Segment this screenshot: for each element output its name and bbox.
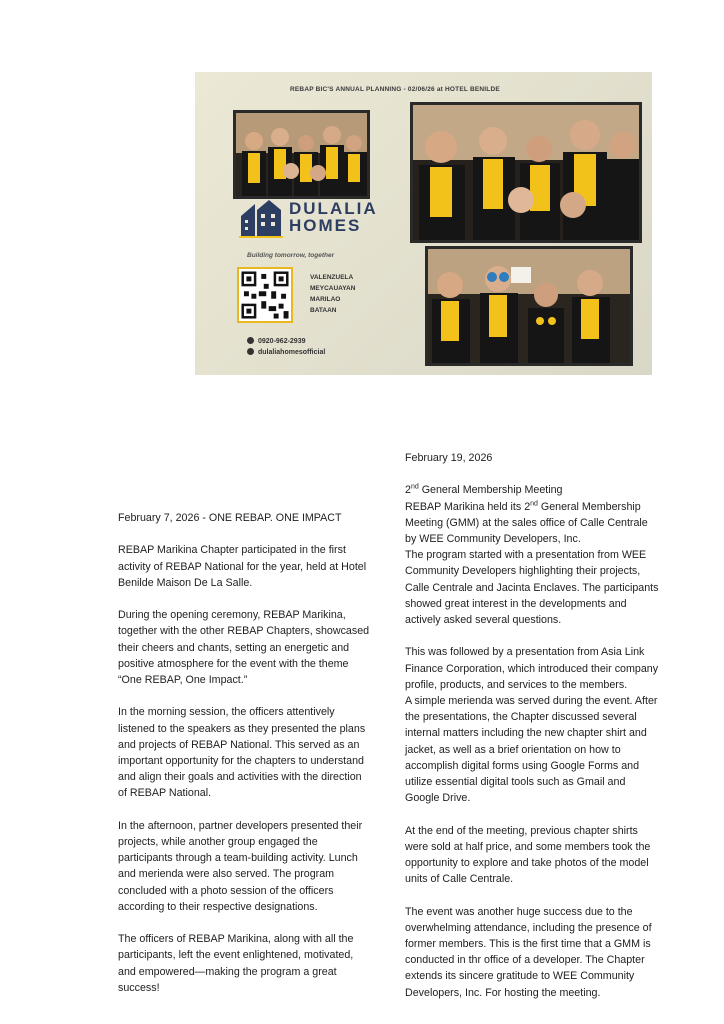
text-line: former members. This is the first time that a GMM is bbox=[405, 938, 651, 951]
photobooth-frame-large bbox=[410, 102, 642, 243]
qr-code-icon bbox=[239, 269, 291, 321]
text-line: units of Calle Centrale. bbox=[405, 873, 514, 886]
logo-tagline: Building tomorrow, together bbox=[247, 252, 335, 259]
text-line: The event was another huge success due to the bbox=[405, 905, 633, 918]
text-line: A simple merienda was served during the event. After bbox=[405, 695, 658, 708]
group-photo-illustration bbox=[236, 113, 367, 196]
text-line: actively asked several questions. bbox=[405, 614, 562, 627]
text-line: Google Drive. bbox=[405, 792, 471, 805]
intro-text: General Membership bbox=[537, 500, 641, 513]
article-heading bbox=[405, 482, 705, 498]
article-one-rebap bbox=[118, 510, 388, 996]
person-figure bbox=[607, 132, 639, 240]
text-line: important opportunity for the chapters to understand bbox=[118, 755, 364, 767]
text-line: In the afternoon, partner developers presented their bbox=[118, 819, 363, 832]
facebook-icon bbox=[247, 348, 254, 355]
text-line: opportunity to explore and take photos of the model bbox=[405, 857, 649, 870]
event-photo bbox=[195, 72, 652, 375]
text-line: projects, while another group engaged the bbox=[118, 836, 318, 848]
phone-number: 0920-962-2939 bbox=[258, 338, 306, 345]
ordinal-number: 2 bbox=[405, 484, 411, 497]
text-line: overwhelming attendance, including the presence of bbox=[405, 921, 652, 934]
text-line: participants, left the event enlightened, motivated, bbox=[118, 949, 354, 962]
text-line: extends its sincere gratitude to WEE Community bbox=[405, 970, 635, 983]
text-line: Community Developers highlighting their projects, bbox=[405, 565, 641, 578]
text-line: the presentations, the Chapter discussed several bbox=[405, 711, 637, 724]
text-line: Finance Corporation, which introduced their company bbox=[405, 662, 659, 675]
text-line: profile, products, and services to the members. bbox=[405, 678, 628, 691]
text-line: positive atmosphere for the event with the theme bbox=[118, 657, 349, 670]
text-line: The officers of REBAP Marikina, along with all the bbox=[118, 933, 354, 946]
text-line: Developers, Inc. For hosting the meeting. bbox=[405, 986, 601, 999]
text-line: REBAP Marikina Chapter participated in the first bbox=[118, 544, 346, 557]
person-figure bbox=[320, 126, 344, 196]
text-line: Meeting (GMM) at the sales office of Calle Centrale bbox=[405, 516, 648, 529]
text-line: At the end of the meeting, previous chapter shirts bbox=[405, 824, 638, 837]
location-item: MEYCAUAYAN bbox=[310, 285, 356, 292]
contact-phone bbox=[247, 336, 325, 347]
article-heading: February 7, 2026 - ONE REBAP. ONE IMPACT bbox=[118, 512, 342, 524]
text-line: together with the other REBAP Chapters, showcased bbox=[118, 625, 370, 638]
social-handle: dulaliahomesofficial bbox=[258, 349, 326, 356]
text-line: were sold at half price, and some members took the bbox=[405, 840, 651, 853]
text-line: In the morning session, the officers attentively bbox=[118, 706, 335, 719]
text-line: accomplish digital forms using Google Forms and bbox=[405, 759, 640, 772]
text-line: During the opening ceremony, REBAP Marikina, bbox=[118, 609, 346, 622]
house-building-icon bbox=[237, 198, 285, 238]
text-line: by WEE Community Developers, Inc. bbox=[405, 533, 581, 545]
contact-social bbox=[247, 347, 325, 358]
text-line: Benilde Maison De La Salle. bbox=[118, 576, 253, 589]
text-line: “One REBAP, One Impact.” bbox=[118, 674, 248, 686]
ordinal-suffix: nd bbox=[410, 483, 419, 491]
heading-text: General Membership Meeting bbox=[418, 484, 563, 497]
group-photo-illustration bbox=[413, 105, 639, 240]
text-line: and merienda were also served. The program bbox=[118, 868, 335, 881]
text-line: conducted in thr office of a developer. The Chapter bbox=[405, 954, 645, 967]
photobooth-frame-bottom bbox=[425, 246, 633, 366]
text-line: jacket, as well as a brief orientation on how to bbox=[405, 743, 621, 756]
phone-icon bbox=[247, 337, 254, 344]
text-line: The program started with a presentation from WEE bbox=[405, 549, 647, 562]
text-line: of REBAP National. bbox=[118, 787, 212, 800]
logo-wordmark: DULALIA HOMES bbox=[289, 199, 377, 235]
group-photo-illustration bbox=[428, 249, 630, 363]
text-line: and align their goals and activities with the direction bbox=[118, 771, 362, 784]
text-line: their cheers and chants, setting an energetic and bbox=[118, 641, 350, 654]
dulalia-homes-logo bbox=[237, 198, 387, 246]
location-item: VALENZUELA bbox=[310, 274, 354, 281]
person-figure bbox=[268, 128, 292, 196]
text-line: This was followed by a presentation from Asia Link bbox=[405, 646, 645, 659]
intro-text: REBAP Marikina held its 2 bbox=[405, 500, 531, 513]
text-line: success! bbox=[118, 981, 160, 994]
location-item: MARILAO bbox=[310, 296, 341, 303]
text-line: and empowered—making the program a great bbox=[118, 965, 337, 978]
photo-banner-title: REBAP BIC'S ANNUAL PLANNING - 02/06/26 at HOTEL BENILDE bbox=[290, 86, 500, 93]
text-line: utilize essential digital tools such as Gmail and bbox=[405, 776, 626, 789]
article-gmm bbox=[405, 450, 705, 1001]
text-line: according to their respective designations. bbox=[118, 900, 318, 913]
text-line: Calle Centrale and Jacinta Enclaves. The participants bbox=[405, 581, 659, 594]
text-line: listened to the speakers as they presented the plans bbox=[118, 722, 366, 735]
text-line: internal matters including the new chapter shirt and bbox=[405, 727, 647, 740]
contact-info bbox=[247, 336, 325, 358]
text-line: activity of REBAP National for the year, held at Hotel bbox=[118, 560, 367, 573]
person-figure bbox=[242, 132, 266, 196]
photobooth-frame-small bbox=[233, 110, 370, 199]
text-line bbox=[405, 499, 705, 515]
text-line: showed great interest in the developments and bbox=[405, 597, 627, 610]
ordinal-suffix: nd bbox=[530, 500, 538, 508]
text-line: concluded with a photo session of the officers bbox=[118, 884, 334, 897]
text-line: and projects of REBAP National. This served as an bbox=[118, 738, 360, 751]
location-list bbox=[310, 272, 355, 316]
qr-code bbox=[237, 267, 293, 323]
location-item: BATAAN bbox=[310, 307, 337, 314]
text-line: participants through a team-building activity. Lunch bbox=[118, 852, 358, 865]
article-date: February 19, 2026 bbox=[405, 452, 493, 464]
